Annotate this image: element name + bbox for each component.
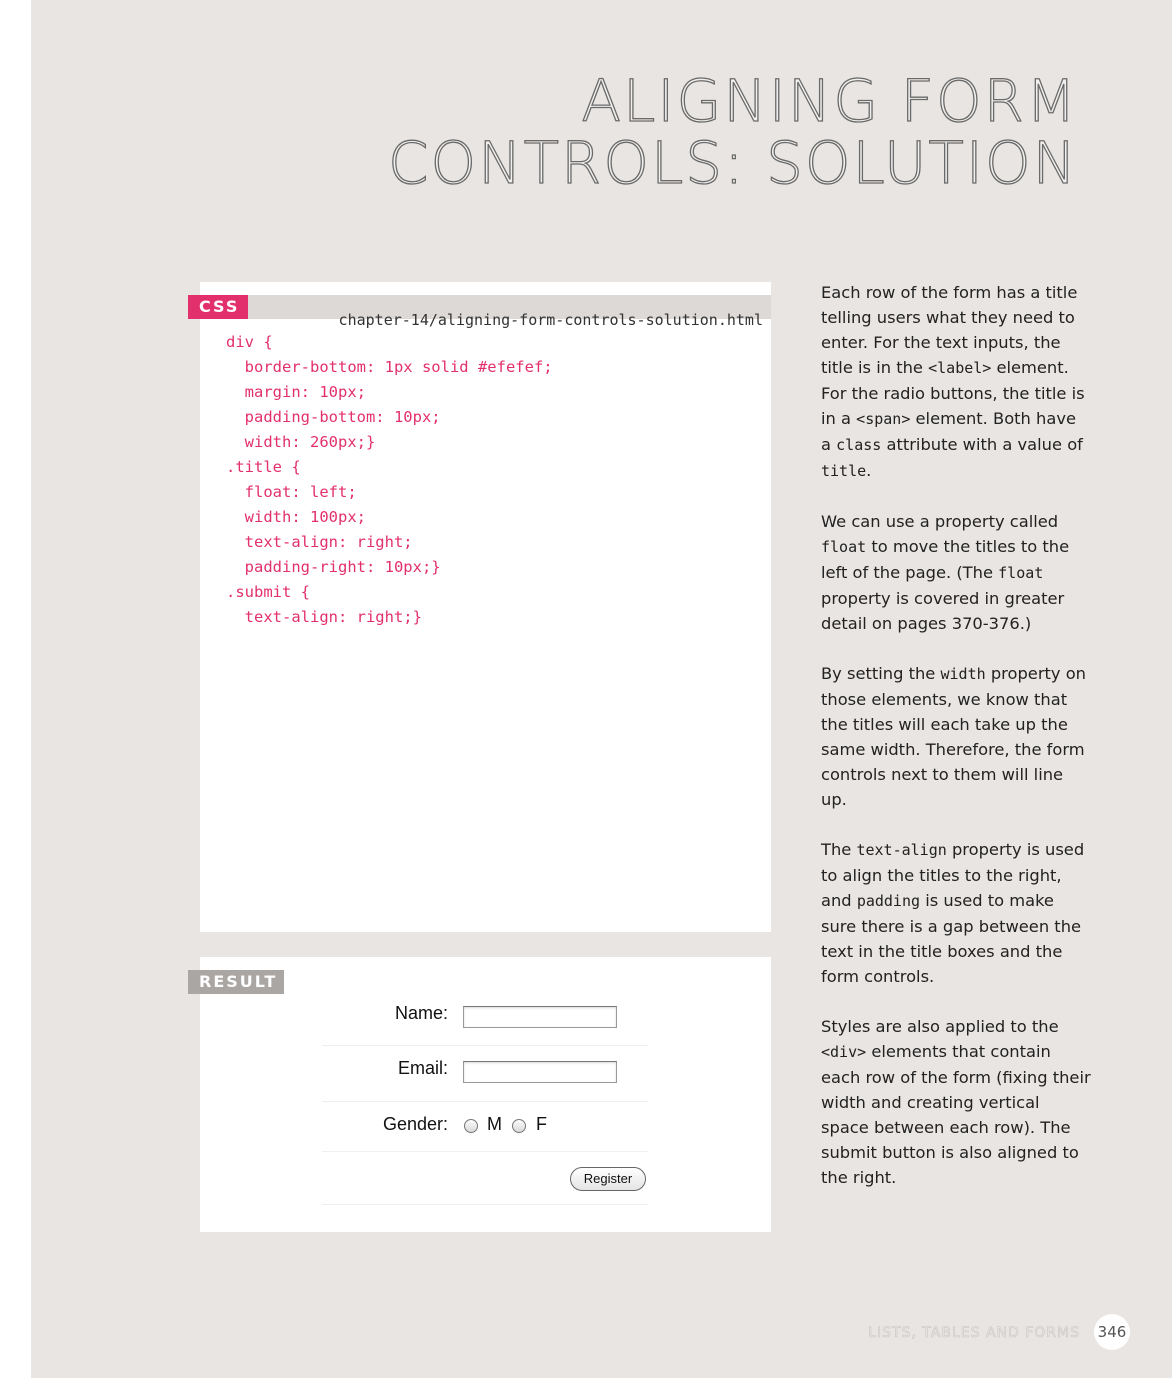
gender-m-label: M <box>487 1114 502 1134</box>
result-panel <box>200 957 771 1232</box>
paragraph-5: Styles are also applied to the <div> elements that contain each row of the form (fixing their width and creating vertical space between each row). The submit button is also aligned to the right. <box>821 1017 1091 1187</box>
page-number: 346 <box>1094 1314 1130 1350</box>
paragraph-1: Each row of the form has a title telling users what they need to enter. For the text inputs, the title is in the <label> element. For the radio buttons, the title is in a <span> element. Both have a class attribute with a value of title. <box>821 283 1085 480</box>
email-input[interactable] <box>463 1061 617 1083</box>
page-title-line2: CONTROLS: SOLUTION <box>388 129 1078 197</box>
code-panel <box>200 282 771 932</box>
form-row-name <box>322 997 648 1046</box>
css-code: div { border-bottom: 1px solid #efefef; margin: 10px; padding-bottom: 10px; width: 260px;} .title { float: left; width: 100px; text-align: right; padding-right: 10px;} .submit { text-align: right;} <box>226 333 553 626</box>
page-title-line1: ALIGNING FORM <box>581 67 1078 135</box>
name-label: Name: <box>394 1003 448 1023</box>
footer-section-label: LISTS, TABLES AND FORMS <box>868 1325 1080 1341</box>
gender-label: Gender: <box>382 1114 448 1134</box>
paragraph-4: The text-align property is used to align the titles to the right, and padding is used to make sure there is a gap between the text in the title boxes and the form controls. <box>821 840 1085 986</box>
paragraph-3: By setting the width property on those elements, we know that the titles will each take up the same width. Therefore, the form controls next to them will line up. <box>821 664 1086 809</box>
name-input[interactable] <box>463 1006 617 1028</box>
form-row-gender <box>322 1102 648 1152</box>
form-row-email <box>322 1046 648 1102</box>
explanation-text <box>821 280 1091 1215</box>
result-tag: RESULT <box>188 970 284 994</box>
file-path: chapter-14/aligning-form-controls-solution.html <box>338 311 763 329</box>
css-tag: CSS <box>188 295 248 319</box>
code-header <box>200 295 771 329</box>
email-label: Email: <box>397 1058 448 1078</box>
gender-f-label: F <box>536 1114 547 1134</box>
paragraph-2: We can use a property called float to move the titles to the left of the page. (The float property is covered in greater detail on pages 370-376.) <box>821 512 1070 633</box>
gender-f-radio[interactable] <box>512 1119 526 1133</box>
gender-m-radio[interactable] <box>464 1119 478 1133</box>
page-title <box>388 67 1078 197</box>
register-button[interactable]: Register <box>570 1167 646 1191</box>
